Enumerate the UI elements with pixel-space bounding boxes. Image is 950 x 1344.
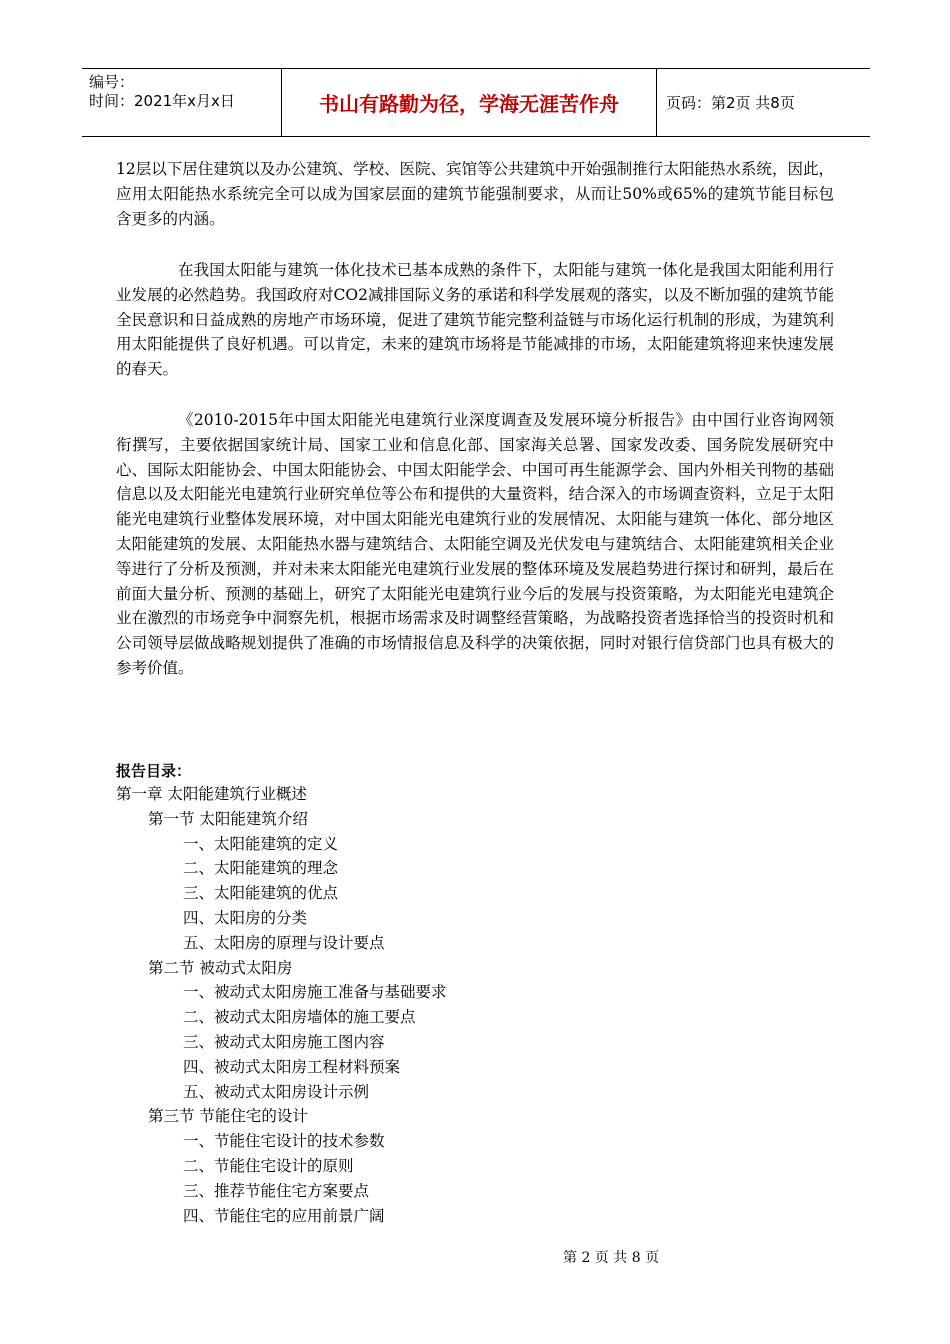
paragraph-3-block [116, 408, 834, 681]
header-motto: 书山有路勤为径，学海无涯苦作舟 [282, 69, 657, 136]
toc-item: 三、推荐节能住宅方案要点 [183, 1181, 370, 1200]
toc-item: 二、被动式太阳房墙体的施工要点 [183, 1008, 416, 1027]
toc-item: 三、被动式太阳房施工图内容 [183, 1032, 385, 1051]
table-of-contents [116, 782, 447, 1228]
header-meta [82, 69, 282, 136]
toc-section: 第二节 被动式太阳房 [148, 958, 293, 977]
toc-item: 三、太阳能建筑的优点 [183, 884, 339, 903]
header-number-label: 编号： [89, 73, 135, 91]
toc-section: 第一节 太阳能建筑介绍 [148, 809, 308, 828]
page-header [82, 68, 870, 137]
toc-item: 四、太阳房的分类 [183, 908, 308, 927]
toc-chapter: 第一章 太阳能建筑行业概述 [116, 785, 307, 803]
toc-item: 二、节能住宅设计的原则 [183, 1156, 354, 1175]
header-page-info: 页码：第2页 共8页 [666, 94, 795, 112]
paragraph: 12层以下居住建筑以及办公建筑、学校、医院、宾馆等公共建筑中开始强制推行太阳能热水系统，因此，应用太阳能热水系统完全可以成为国家层面的建筑节能强制要求，从而让50%或65%的建筑节能目标包含更多的内涵。 [116, 160, 834, 228]
toc-item: 一、被动式太阳房施工准备与基础要求 [183, 983, 447, 1002]
paragraph-2-block [116, 258, 834, 382]
toc-item: 二、太阳能建筑的理念 [183, 859, 339, 878]
toc-section: 第三节 节能住宅的设计 [148, 1107, 308, 1126]
paragraph-1-block [116, 157, 834, 231]
toc-item: 四、节能住宅的应用前景广阔 [183, 1206, 385, 1225]
toc-item: 五、被动式太阳房设计示例 [183, 1082, 370, 1101]
paragraph: 《2010-2015年中国太阳能光电建筑行业深度调查及发展环境分析报告》由中国行业咨询网领衔撰写，主要依据国家统计局、国家工业和信息化部、国家海关总署、国家发改委、国务院发展研究中心、国际太阳能协会、中国太阳能协会、中国太阳能学会、中国可再生能源学会、国内外相关刊物的基础信息以及太阳能光电建筑行业研究单位等公布和提供的大量资料，结合深入的市场调查资料，立足于太阳能光电建筑行业整体发展环境，对中国太阳能光电建筑行业的发展情况、太阳能与建筑一体化、部分地区太阳能建筑的发展、太阳能热水器与建筑结合、太阳能空调及光伏发电与建筑结合、太阳能建筑相关企业等进行了分析及预测，并对未来太阳能光电建筑行业发展的整体环境及发展趋势进行探讨和研判，最后在前面大量分析、预测的基础上，研究了太阳能光电建筑行业今后的发展与投资策略，为太阳能光电建筑企业在激烈的市场竞争中洞察先机，根据市场需求及时调整经营策略，为战略投资者选择恰当的投资时机和公司领导层做战略规划提供了准确的市场情报信息及科学的决策依据，同时对银行信贷部门也具有极大的参考价值。 [116, 411, 834, 677]
toc-item: 五、太阳房的原理与设计要点 [183, 933, 385, 952]
toc-item: 一、节能住宅设计的技术参数 [183, 1132, 385, 1151]
toc-title: 报告目录： [116, 762, 192, 780]
toc-item: 一、太阳能建筑的定义 [183, 834, 339, 853]
page-footer: 第 2 页 共 8 页 [563, 1250, 660, 1266]
paragraph: 在我国太阳能与建筑一体化技术已基本成熟的条件下，太阳能与建筑一体化是我国太阳能利用行业发展的必然趋势。我国政府对CO2减排国际义务的承诺和科学发展观的落实，以及不断加强的建筑节能全民意识和日益成熟的房地产市场环境，促进了建筑节能完整利益链与市场化运行机制的形成，为建筑利用太阳能提供了良好机遇。可以肯定，未来的建筑市场将是节能减排的市场，太阳能建筑将迎来快速发展的春天。 [116, 261, 834, 379]
header-time-label: 时间：2021年x月x日 [89, 92, 235, 110]
toc-item: 四、被动式太阳房工程材料预案 [183, 1057, 401, 1076]
